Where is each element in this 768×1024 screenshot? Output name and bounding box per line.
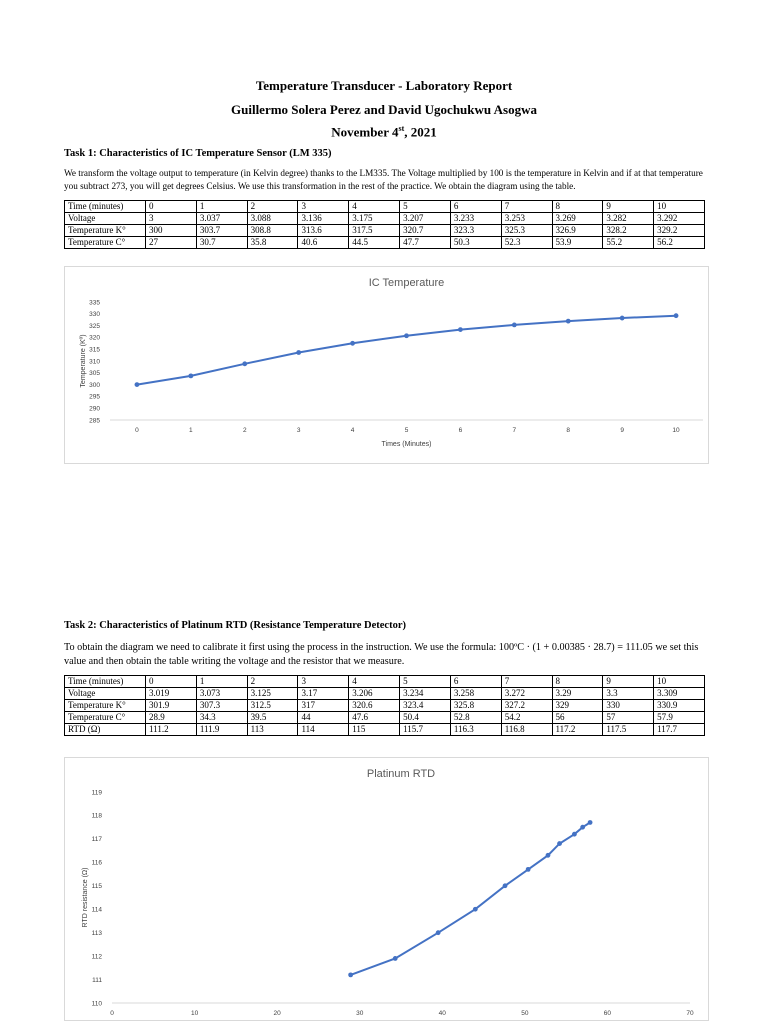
task2-table-cell: 56 — [552, 712, 603, 724]
task1-table-cell: 6 — [450, 201, 501, 213]
task2-table-cell: 57 — [603, 712, 654, 724]
task2-table-cell: 2 — [247, 676, 298, 688]
task1-table-cell: 3.269 — [552, 213, 603, 225]
task2-table-cell: 5 — [400, 676, 451, 688]
task2-table-cell: 3.258 — [450, 688, 501, 700]
y-tick-label: 325 — [89, 322, 100, 330]
y-tick-label: 110 — [91, 1000, 102, 1008]
task1-table-cell: 3.175 — [349, 213, 400, 225]
x-tick-label: 2 — [242, 427, 247, 434]
task2-table-cell: 325.8 — [450, 700, 501, 712]
task1-table-cell: 3.088 — [247, 213, 298, 225]
task2-table-cell: 6 — [450, 676, 501, 688]
task1-table-row — [65, 201, 705, 213]
task2-table-cell: 3.234 — [400, 688, 451, 700]
x-tick-label: 5 — [404, 427, 409, 434]
y-tick-label: 320 — [89, 334, 100, 342]
task1-table-row-header: Time (minutes) — [65, 201, 146, 213]
data-point — [674, 313, 679, 318]
task2-table-cell: 44 — [298, 712, 349, 724]
task1-table-cell: 35.8 — [247, 237, 298, 249]
task1-table-cell: 0 — [146, 201, 197, 213]
task2-table-cell: 3 — [298, 676, 349, 688]
chart-title: Platinum RTD — [366, 768, 436, 780]
task2-table-row — [65, 676, 705, 688]
task2-table-cell: 113 — [247, 724, 298, 736]
task2-table-cell: 117.5 — [603, 724, 654, 736]
task2-table-cell: 1 — [196, 676, 247, 688]
data-point — [580, 825, 585, 830]
task2-table-cell: 3.17 — [298, 688, 349, 700]
series-line — [351, 823, 590, 975]
task2-table-row — [65, 700, 705, 712]
data-point — [350, 341, 355, 346]
task1-table-row-header: Temperature C° — [65, 237, 146, 249]
task1-table-row-header: Temperature K° — [65, 225, 146, 237]
task1-heading: Task 1: Characteristics of IC Temperature Sensor (LM 335) — [64, 148, 332, 159]
task2-table-cell: 329 — [552, 700, 603, 712]
x-axis-label: Times (Minutes) — [381, 441, 432, 448]
x-tick-label: 9 — [620, 427, 624, 434]
x-tick-label: 1 — [189, 427, 193, 434]
chart-title: IC Temperature — [368, 277, 445, 289]
task2-table-cell: 330.9 — [654, 700, 705, 712]
task2-table-cell: 3.309 — [654, 688, 705, 700]
task1-table-cell: 44.5 — [349, 237, 400, 249]
y-tick-label: 116 — [91, 859, 102, 867]
task2-table-cell: 50.4 — [400, 712, 451, 724]
task2-table-cell: 3.125 — [247, 688, 298, 700]
task1-table — [64, 200, 705, 249]
task1-table-cell: 55.2 — [603, 237, 654, 249]
task1-table-cell: 47.7 — [400, 237, 451, 249]
task2-table-cell: 3.3 — [603, 688, 654, 700]
task2-table-cell: 116.3 — [450, 724, 501, 736]
task1-table-cell: 325.3 — [501, 225, 552, 237]
task1-table-cell: 7 — [501, 201, 552, 213]
task2-table-cell: 111.9 — [196, 724, 247, 736]
task1-table-cell: 3.253 — [501, 213, 552, 225]
y-tick-label: 115 — [91, 883, 102, 891]
task2-table-cell: 3.272 — [501, 688, 552, 700]
y-tick-label: 118 — [91, 812, 102, 820]
task2-table-cell: 0 — [146, 676, 197, 688]
task2-table-cell: 8 — [552, 676, 603, 688]
data-point — [473, 907, 478, 912]
task2-table-cell: 52.8 — [450, 712, 501, 724]
data-point — [557, 841, 562, 846]
task2-table-cell: 111.2 — [146, 724, 197, 736]
y-axis-label: Temperature (Kº) — [80, 334, 87, 388]
task1-table-cell: 313.6 — [298, 225, 349, 237]
task1-table-cell: 308.8 — [247, 225, 298, 237]
task1-table-cell: 30.7 — [196, 237, 247, 249]
task1-table-cell: 3.282 — [603, 213, 654, 225]
task2-table-cell: 117.2 — [552, 724, 603, 736]
y-tick-label: 285 — [89, 417, 100, 425]
task2-table-row — [65, 688, 705, 700]
y-tick-label: 300 — [89, 381, 100, 389]
x-tick-label: 7 — [512, 427, 517, 434]
task1-table-cell: 303.7 — [196, 225, 247, 237]
x-tick-label: 70 — [686, 1010, 694, 1017]
data-point — [566, 319, 571, 324]
y-tick-label: 117 — [91, 836, 102, 844]
data-point — [620, 316, 625, 321]
task1-table-cell: 2 — [247, 201, 298, 213]
report-date — [0, 124, 768, 140]
y-tick-label: 119 — [91, 789, 102, 797]
report-date-main: November 4 — [331, 124, 399, 140]
x-tick-label: 50 — [521, 1010, 529, 1017]
task2-table-cell: 116.8 — [501, 724, 552, 736]
task2-table-row-header: Temperature C° — [65, 712, 146, 724]
task2-table-row-header: Temperature K° — [65, 700, 146, 712]
task1-table-cell: 3.233 — [450, 213, 501, 225]
task2-table-cell: 317 — [298, 700, 349, 712]
report-date-sup: st — [398, 124, 405, 133]
x-tick-label: 10 — [672, 427, 680, 434]
task1-table-cell: 3.037 — [196, 213, 247, 225]
task2-table-cell: 330 — [603, 700, 654, 712]
task2-table-cell: 39.5 — [247, 712, 298, 724]
data-point — [526, 867, 531, 872]
report-title: Temperature Transducer - Laboratory Report — [255, 78, 513, 93]
y-tick-label: 295 — [89, 393, 100, 401]
task1-table-row — [65, 237, 705, 249]
y-tick-label: 114 — [91, 906, 102, 914]
task2-table-cell: 114 — [298, 724, 349, 736]
task1-table-row-header: Voltage — [65, 213, 146, 225]
task2-table-cell: 47.6 — [349, 712, 400, 724]
data-point — [436, 930, 441, 935]
task1-paragraph: We transform the voltage output to temperature (in Kelvin degree) thanks to the LM335. The Voltage multiplied by 100 is the temperature in Kelvin and if at that temperature you subtract 273, you will get degrees Celsius. We use this transformation in the rest of the practice. We obtain the diagram using the table. — [64, 168, 703, 191]
x-tick-label: 0 — [135, 427, 139, 434]
platinum-rtd-chart — [64, 757, 709, 1021]
task2-table-cell: 327.2 — [501, 700, 552, 712]
y-tick-label: 315 — [89, 346, 100, 354]
task2-table-cell: 312.5 — [247, 700, 298, 712]
task2-table-cell: 115 — [349, 724, 400, 736]
task2-table-cell: 57.9 — [654, 712, 705, 724]
data-point — [404, 333, 409, 338]
task2-table-cell: 10 — [654, 676, 705, 688]
task1-table-cell: 3.207 — [400, 213, 451, 225]
task2-table-cell: 3.019 — [146, 688, 197, 700]
task1-table-cell: 1 — [196, 201, 247, 213]
task1-table-cell: 320.7 — [400, 225, 451, 237]
task1-table-cell: 10 — [654, 201, 705, 213]
x-tick-label: 8 — [566, 427, 571, 434]
y-tick-label: 330 — [89, 311, 100, 319]
task2-table-row-header: Voltage — [65, 688, 146, 700]
task1-table-cell: 4 — [349, 201, 400, 213]
data-point — [393, 956, 398, 961]
task2-table-cell: 320.6 — [349, 700, 400, 712]
task1-table-cell: 8 — [552, 201, 603, 213]
task2-table-cell: 323.4 — [400, 700, 451, 712]
data-point — [512, 322, 517, 327]
y-tick-label: 305 — [89, 370, 100, 378]
data-point — [546, 853, 551, 858]
task1-table-cell: 3 — [146, 213, 197, 225]
task1-table-cell: 9 — [603, 201, 654, 213]
ic-temperature-chart — [64, 266, 709, 464]
task2-table-row-header: Time (minutes) — [65, 676, 146, 688]
y-tick-label: 113 — [91, 929, 102, 937]
task1-table-cell: 56.2 — [654, 237, 705, 249]
task2-table-cell: 301.9 — [146, 700, 197, 712]
task2-table-cell: 3.29 — [552, 688, 603, 700]
task2-table-cell: 117.7 — [654, 724, 705, 736]
task2-table-cell: 3.073 — [196, 688, 247, 700]
x-tick-label: 30 — [356, 1010, 364, 1017]
task1-table-cell: 317.5 — [349, 225, 400, 237]
task1-table-cell: 300 — [146, 225, 197, 237]
task1-table-cell: 52.3 — [501, 237, 552, 249]
task2-table-cell: 28.9 — [146, 712, 197, 724]
task2-table-cell: 54.2 — [501, 712, 552, 724]
data-point — [458, 327, 463, 332]
x-tick-label: 6 — [458, 427, 463, 434]
task2-table-cell: 9 — [603, 676, 654, 688]
y-axis-label: RTD resistance (Ω) — [82, 867, 89, 928]
y-tick-label: 290 — [89, 405, 100, 413]
task2-table-cell: 3.206 — [349, 688, 400, 700]
data-point — [348, 972, 353, 977]
x-tick-label: 60 — [603, 1010, 612, 1017]
data-point — [572, 832, 577, 837]
x-tick-label: 3 — [296, 427, 301, 434]
data-point — [242, 361, 247, 366]
task1-table-cell: 3.292 — [654, 213, 705, 225]
task2-heading: Task 2: Characteristics of Platinum RTD (Resistance Temperature Detector) — [64, 620, 406, 631]
task1-table-cell: 40.6 — [298, 237, 349, 249]
task2-table-row — [65, 712, 705, 724]
x-tick-label: 20 — [273, 1010, 281, 1017]
x-tick-label: 10 — [190, 1010, 199, 1017]
x-tick-label: 40 — [438, 1010, 446, 1017]
x-tick-label: 0 — [110, 1010, 114, 1017]
task1-table-row — [65, 225, 705, 237]
task2-table-row-header: RTD (Ω) — [65, 724, 146, 736]
data-point — [135, 382, 140, 387]
task1-table-cell: 3 — [298, 201, 349, 213]
task2-table-cell: 4 — [349, 676, 400, 688]
data-point — [296, 350, 301, 355]
report-authors: Guillermo Solera Perez and David Ugochukwu Asogwa — [231, 102, 537, 117]
task2-table-cell: 307.3 — [196, 700, 247, 712]
y-tick-label: 111 — [92, 976, 102, 984]
task1-table-row — [65, 213, 705, 225]
task1-table-cell: 50.3 — [450, 237, 501, 249]
series-line — [137, 316, 676, 385]
task1-table-cell: 329.2 — [654, 225, 705, 237]
y-tick-label: 310 — [89, 358, 100, 366]
task1-table-cell: 3.136 — [298, 213, 349, 225]
task2-table-cell: 115.7 — [400, 724, 451, 736]
y-tick-label: 112 — [91, 953, 102, 961]
data-point — [503, 883, 508, 888]
x-tick-label: 4 — [350, 427, 355, 434]
task1-table-cell: 323.3 — [450, 225, 501, 237]
task1-table-cell: 53.9 — [552, 237, 603, 249]
task2-table-cell: 34.3 — [196, 712, 247, 724]
task1-table-cell: 326.9 — [552, 225, 603, 237]
data-point — [588, 820, 593, 825]
report-date-year: , 2021 — [404, 124, 437, 140]
platinum-rtd-chart-svg — [65, 758, 708, 1020]
task2-table-cell: 7 — [501, 676, 552, 688]
task2-table-row — [65, 724, 705, 736]
ic-temperature-chart-svg — [65, 267, 708, 463]
task1-table-cell: 27 — [146, 237, 197, 249]
data-point — [188, 373, 193, 378]
y-tick-label: 335 — [89, 299, 100, 307]
task1-table-cell: 328.2 — [603, 225, 654, 237]
task1-table-cell: 5 — [400, 201, 451, 213]
task2-paragraph: To obtain the diagram we need to calibrate it first using the process in the instruction. We use the formula: 100ºC · (1 + 0.00385 · 28.7) = 111.05 we set this value and then obtain the table writing the voltage and the resistor that we measure. — [64, 642, 699, 667]
task2-table — [64, 675, 705, 736]
